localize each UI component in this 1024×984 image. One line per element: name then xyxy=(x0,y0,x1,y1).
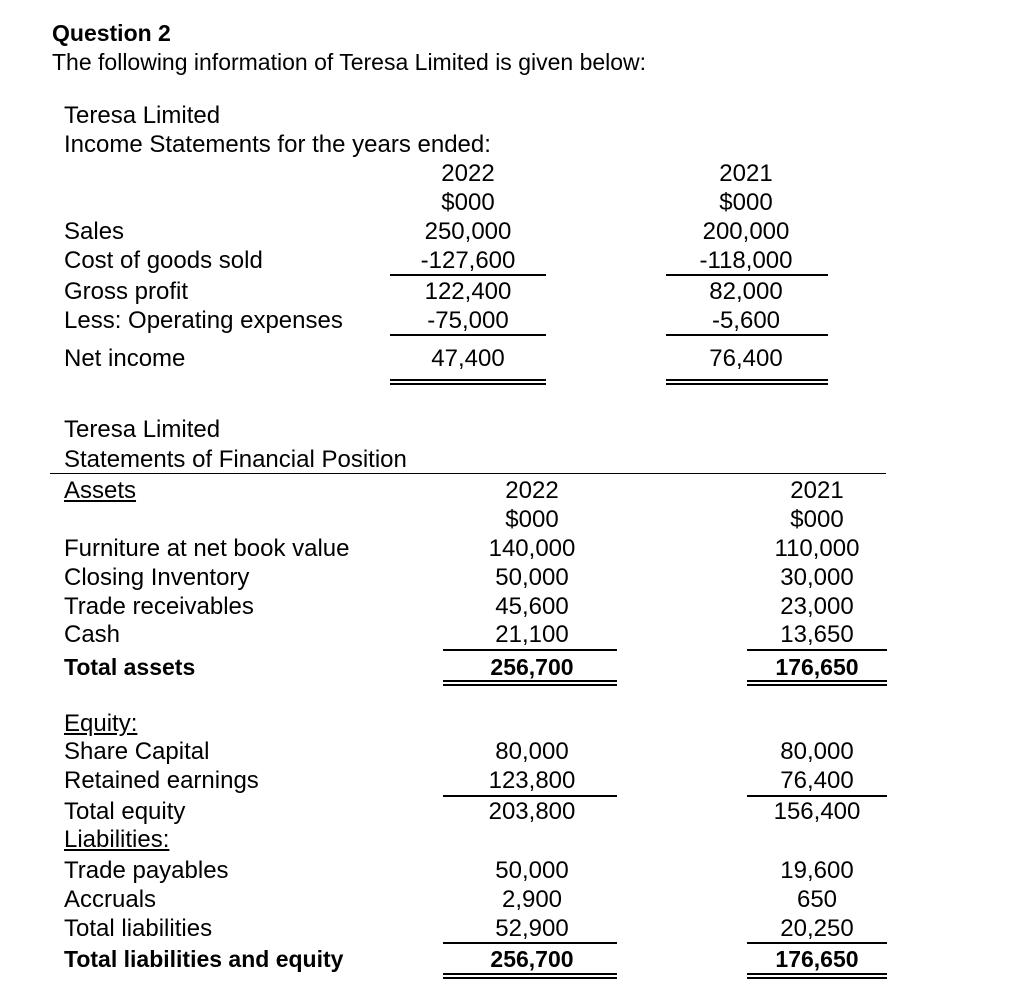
subtotal-rule xyxy=(443,942,617,944)
liability-value-2021: 19,600 xyxy=(780,857,854,884)
position-year-2022: 2022 xyxy=(505,477,559,504)
equity-heading: Equity: xyxy=(64,710,138,737)
subtotal-rule xyxy=(390,274,546,276)
double-rule xyxy=(747,680,887,682)
asset-value-2022: 140,000 xyxy=(488,535,576,562)
liability-value-2022: 50,000 xyxy=(495,857,569,884)
equity-label: Share Capital xyxy=(64,738,210,765)
asset-value-2022: 45,600 xyxy=(495,593,569,620)
income-value-2022: 250,000 xyxy=(424,218,512,245)
position-unit-2021: $000 xyxy=(790,506,844,533)
asset-value-2021: 30,000 xyxy=(780,564,854,591)
income-year-2022: 2022 xyxy=(441,160,495,187)
double-rule xyxy=(666,383,828,385)
asset-label: Furniture at net book value xyxy=(64,535,350,562)
total-liabilities-label: Total liabilities xyxy=(64,915,213,942)
double-rule xyxy=(390,383,546,385)
income-value-2021: -5,600 xyxy=(711,307,781,334)
total-le-label: Total liabilities and equity xyxy=(64,946,344,972)
income-row-label: Less: Operating expenses xyxy=(64,307,343,334)
double-rule xyxy=(747,977,887,979)
double-rule xyxy=(443,973,617,975)
question-intro: The following information of Teresa Limited is given below: xyxy=(52,49,647,75)
asset-label: Closing Inventory xyxy=(64,564,250,591)
liability-label: Accruals xyxy=(64,886,157,913)
subtotal-rule xyxy=(747,942,887,944)
asset-label: Cash xyxy=(64,621,121,648)
position-heading: Statements of Financial Position xyxy=(64,446,407,473)
income-row-label: Gross profit xyxy=(64,278,189,305)
income-value-2022: 47,400 xyxy=(431,345,505,372)
subtotal-rule xyxy=(747,795,887,797)
subtotal-rule xyxy=(443,795,617,797)
double-rule xyxy=(443,684,617,686)
equity-value-2022: 80,000 xyxy=(495,738,569,765)
income-row-label: Sales xyxy=(64,218,125,245)
income-row-label: Net income xyxy=(64,345,186,372)
double-rule xyxy=(747,684,887,686)
liability-value-2021: 650 xyxy=(796,886,838,913)
subtotal-rule xyxy=(443,649,617,651)
income-value-2022: -75,000 xyxy=(427,307,509,334)
equity-value-2022: 123,800 xyxy=(488,767,576,794)
asset-value-2021: 13,650 xyxy=(780,621,854,648)
total-equity-2022: 203,800 xyxy=(488,798,576,825)
total-assets-2022: 256,700 xyxy=(490,654,574,680)
total-assets-2021: 176,650 xyxy=(775,654,859,680)
equity-value-2021: 80,000 xyxy=(780,738,854,765)
section-rule xyxy=(50,473,886,474)
income-heading: Income Statements for the years ended: xyxy=(64,131,491,158)
total-le-2021: 176,650 xyxy=(775,946,859,972)
asset-label: Trade receivables xyxy=(64,593,254,620)
double-rule xyxy=(666,379,828,381)
asset-value-2022: 21,100 xyxy=(495,621,569,648)
assets-heading: Assets xyxy=(64,477,137,504)
total-liabilities-2022: 52,900 xyxy=(495,915,569,942)
equity-label: Retained earnings xyxy=(64,767,259,794)
position-company: Teresa Limited xyxy=(64,416,221,443)
income-company: Teresa Limited xyxy=(64,102,221,129)
income-year-2021: 2021 xyxy=(719,160,773,187)
double-rule xyxy=(443,680,617,682)
income-value-2021: 82,000 xyxy=(709,278,783,305)
question-title: Question 2 xyxy=(52,20,171,46)
total-le-2022: 256,700 xyxy=(490,946,574,972)
subtotal-rule xyxy=(666,274,828,276)
total-equity-label: Total equity xyxy=(64,798,186,825)
income-value-2022: -127,600 xyxy=(420,247,516,274)
liability-label: Trade payables xyxy=(64,857,229,884)
asset-value-2021: 110,000 xyxy=(774,535,860,562)
total-liabilities-2021: 20,250 xyxy=(780,915,854,942)
subtotal-rule xyxy=(747,649,887,651)
income-row-label: Cost of goods sold xyxy=(64,247,263,274)
income-value-2021: -118,000 xyxy=(699,247,793,274)
total-assets-label: Total assets xyxy=(64,654,196,680)
subtotal-rule xyxy=(390,334,546,336)
double-rule xyxy=(443,977,617,979)
asset-value-2021: 23,000 xyxy=(780,593,854,620)
liabilities-heading: Liabilities: xyxy=(64,826,170,853)
position-year-2021: 2021 xyxy=(790,477,844,504)
income-value-2022: 122,400 xyxy=(424,278,512,305)
subtotal-rule xyxy=(666,334,828,336)
income-unit-2021: $000 xyxy=(719,189,773,216)
double-rule xyxy=(747,973,887,975)
income-value-2021: 76,400 xyxy=(709,345,783,372)
liability-value-2022: 2,900 xyxy=(501,886,563,913)
income-value-2021: 200,000 xyxy=(702,218,790,245)
position-unit-2022: $000 xyxy=(505,506,559,533)
total-equity-2021: 156,400 xyxy=(773,798,861,825)
income-unit-2022: $000 xyxy=(441,189,495,216)
double-rule xyxy=(390,379,546,381)
asset-value-2022: 50,000 xyxy=(495,564,569,591)
equity-value-2021: 76,400 xyxy=(780,767,854,794)
